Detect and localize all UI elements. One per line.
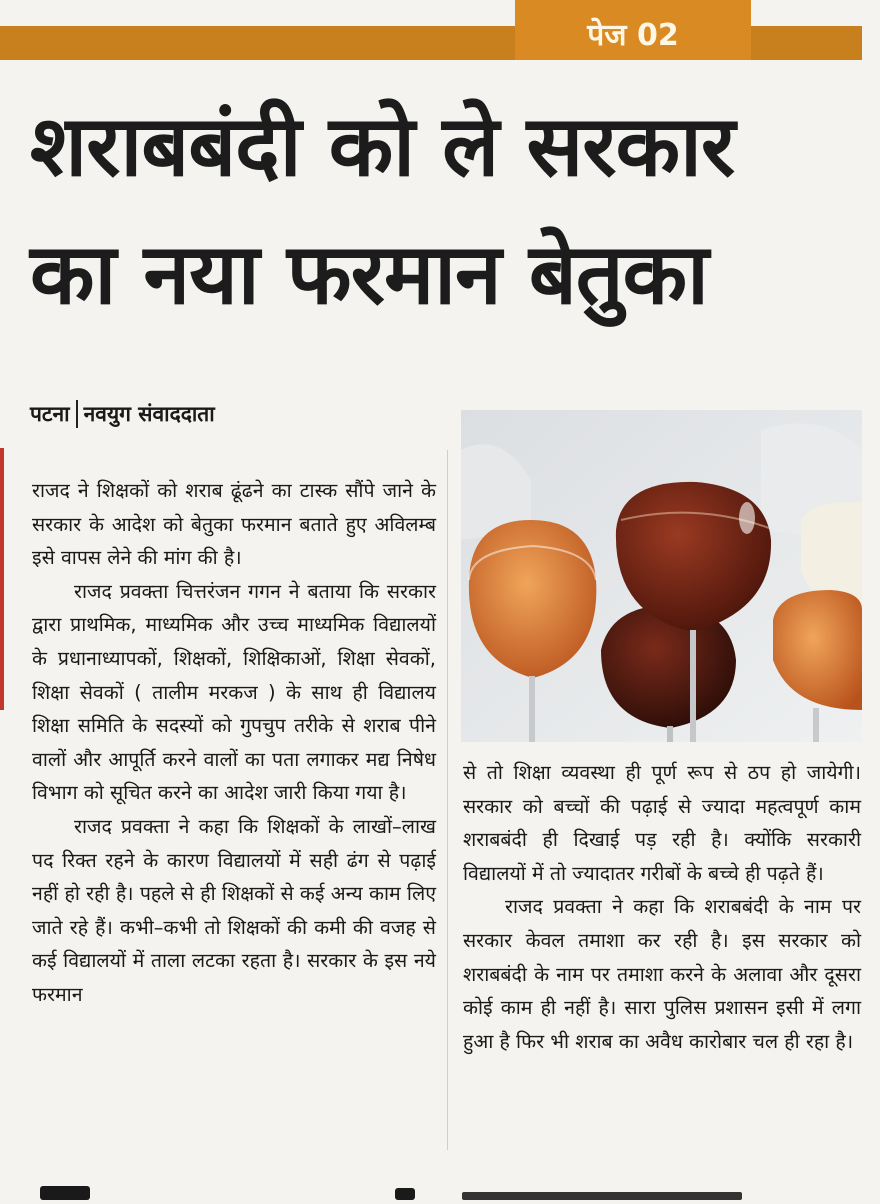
page-label: पेज 02 (587, 18, 679, 53)
left-accent-bar (0, 448, 4, 710)
article-column-right (463, 756, 861, 1058)
byline-place: पटना (30, 402, 70, 426)
headline-line-2: का नया फरमान बेतुका (30, 225, 708, 323)
page-number-tab (515, 0, 751, 60)
byline-reporter: नवयुग संवाददाता (83, 402, 215, 426)
headline-line-1: शराबबंदी को ले सरकार (30, 97, 735, 195)
wine-glasses-photo (461, 410, 862, 742)
next-article-cutoff (0, 1180, 880, 1200)
paragraph: राजद प्रवक्ता ने कहा कि शिक्षकों के लाखों–लाख पद रिक्त रहने के कारण विद्यालयों में सही ढंग से पढ़ाई नहीं हो रही है। पहले से ही शिक्षकों से कई अन्य काम लिए जाते रहे हैं। कभी–कभी तो शिक्षकों की कमी की वजह से कई विद्यालयों में ताला लटका रहता है। सरकार के इस नये फरमान (32, 814, 436, 1006)
column-divider (447, 450, 448, 1150)
wine-glasses-illustration (461, 410, 862, 742)
paragraph: राजद ने शिक्षकों को शराब ढूंढने का टास्क सौंपे जाने के सरकार के आदेश को बेतुका फरमान बताते हुए अविलम्ब इसे वापस लेने की मांग की है। (32, 479, 436, 570)
paragraph: से तो शिक्षा व्यवस्था ही पूर्ण रूप से ठप हो जायेगी। सरकार को बच्चों की पढ़ाई से ज्यादा महत्वपूर्ण काम शराबबंदी ही दिखाई पड़ रही है। क्योंकि सरकारी विद्यालयों में तो ज्यादातर गरीबों के बच्चे ही पढ़ते हैं। (463, 761, 861, 885)
byline-separator (76, 400, 78, 428)
byline (30, 400, 215, 428)
article-column-left (32, 474, 436, 1012)
paragraph: राजद प्रवक्ता ने कहा कि शराबबंदी के नाम पर सरकार केवल तमाशा कर रही है। इस सरकार को शराबबंदी के नाम पर तमाशा करने के अलावा और दूसरा कोई काम ही नहीं है। सारा पुलिस प्रशासन इसी में लगा हुआ है फिर भी शराब का अवैध कारोबार चल ही रहा है। (463, 895, 861, 1053)
headline (30, 82, 870, 338)
paragraph: राजद प्रवक्ता चित्तरंजन गगन ने बताया कि सरकार द्वारा प्राथमिक, माध्यमिक और उच्च माध्यमिक विद्यालयों के प्रधानाध्यापकों, शिक्षकों, शिक्षिकाओं, शिक्षा सेवकों, शिक्षा सेवकों ( तालीम मरकज ) के साथ ही विद्यालय शिक्षा समिति के सदस्यों को गुपचुप तरीके से शराब पीने वालों और आपूर्ति करने वालों का पता लगाकर मद्य निषेध विभाग को सूचित करने का आदेश जारी किया गया है। (32, 579, 436, 805)
